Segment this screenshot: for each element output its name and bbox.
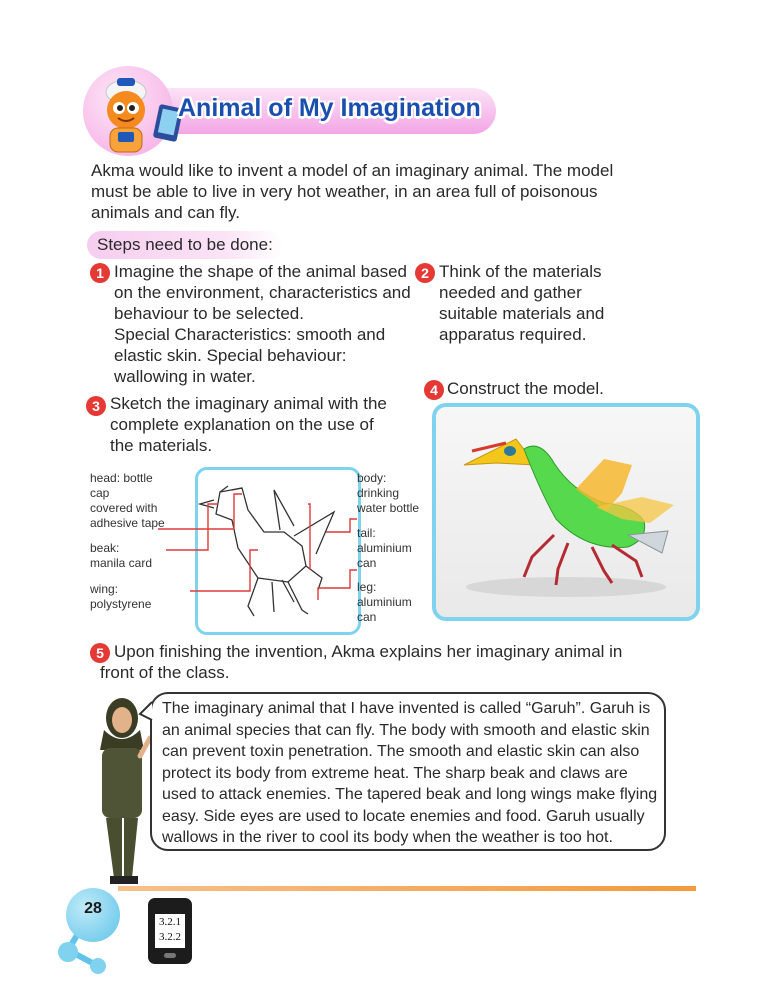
label-wing: [90, 582, 151, 612]
label-line: aluminium: [357, 541, 412, 555]
step-line: the materials.: [110, 436, 213, 455]
label-line: manila card: [90, 556, 153, 570]
label-line: can: [357, 610, 377, 624]
step-2-number: 2: [415, 263, 435, 283]
reference-codes: [155, 915, 185, 945]
step-5-number: 5: [90, 643, 110, 663]
step-line: Think of the materials: [439, 262, 602, 281]
label-tail: [357, 526, 412, 571]
speech-line: wallows in the river to cool its body when the weather is too hot.: [162, 829, 613, 846]
label-leader-lines: [150, 470, 360, 620]
step-5-text: [100, 641, 674, 683]
speech-line: an animal species that can fly. The body with smooth and elastic skin: [162, 721, 650, 739]
footer-bar: [118, 886, 696, 891]
step-line: needed and gather: [439, 283, 582, 302]
step-3-number: 3: [86, 396, 106, 416]
speech-line: easy. Side eyes are used to locate enemies and food. Garuh usually: [162, 807, 645, 825]
speech-line: The imaginary animal that I have invented is called “Garuh”. Garuh is: [162, 700, 651, 717]
step-line: behaviour to be selected.: [114, 304, 304, 323]
speech-line: protect its body from extreme heat. The sharp beak and claws are: [162, 764, 628, 782]
step-line: Special Characteristics: smooth and: [114, 325, 386, 344]
step-4-number: 4: [424, 380, 444, 400]
label-body: [357, 471, 419, 516]
page-number: 28: [84, 900, 102, 917]
label-line: can: [357, 556, 377, 570]
label-beak: [90, 541, 152, 571]
step-line: front of the class.: [100, 663, 230, 682]
step-line: apparatus required.: [439, 325, 587, 344]
step-4-text: Construct the model.: [447, 379, 604, 398]
label-line: tail:: [357, 526, 376, 540]
speech-line: used to attack enemies. The tapered beak and long wings make flying: [162, 786, 658, 803]
intro-line: Akma would like to invent a model of an imaginary animal. The model: [91, 161, 614, 180]
step-line: Upon finishing the invention, Akma explains her imaginary animal in: [114, 642, 623, 661]
step-line: Imagine the shape of the animal based: [114, 262, 407, 281]
step-line: on the environment, characteristics and: [114, 283, 411, 302]
model-photo: [436, 407, 688, 609]
speech-line: can prevent toxin penetration. The smooth and elastic skin can also: [162, 743, 640, 760]
intro-line: must be able to live in very hot weather, in an area full of poisonous: [91, 182, 598, 201]
reference-code: 3.2.1: [159, 916, 181, 928]
label-line: body:: [357, 471, 387, 485]
label-line: leg:: [357, 580, 377, 594]
label-line: drinking: [357, 486, 400, 500]
page-title: Animal of My Imagination: [178, 94, 481, 122]
label-line: polystyrene: [90, 597, 152, 611]
intro-paragraph: [91, 160, 651, 223]
speech-text: [162, 698, 662, 849]
step-line: elastic skin. Special behaviour:: [114, 346, 347, 365]
label-line: cap: [90, 486, 110, 500]
label-leg: [357, 580, 412, 625]
step-line: Sketch the imaginary animal with the: [110, 394, 387, 413]
step-line: complete explanation on the use of: [110, 415, 374, 434]
steps-heading: Steps need to be done:: [97, 235, 273, 254]
tablet-home-button: [164, 953, 176, 958]
step-3-text: [110, 393, 420, 456]
label-line: aluminium: [357, 595, 412, 609]
label-line: wing:: [90, 582, 119, 596]
label-line: covered with: [90, 501, 158, 515]
label-line: water bottle: [357, 501, 420, 515]
step-1-text: [114, 261, 424, 387]
label-line: head: bottle: [90, 471, 153, 485]
step-1-number: 1: [90, 263, 110, 283]
label-line: adhesive tape: [90, 516, 165, 530]
reference-code: 3.2.2: [159, 931, 181, 943]
step-line: wallowing in water.: [114, 367, 256, 386]
step-2-text: [439, 261, 639, 345]
speech-bubble-tail: [138, 700, 154, 724]
step-line: suitable materials and: [439, 304, 605, 323]
label-line: beak:: [90, 541, 120, 555]
intro-line: animals and can fly.: [91, 203, 240, 222]
